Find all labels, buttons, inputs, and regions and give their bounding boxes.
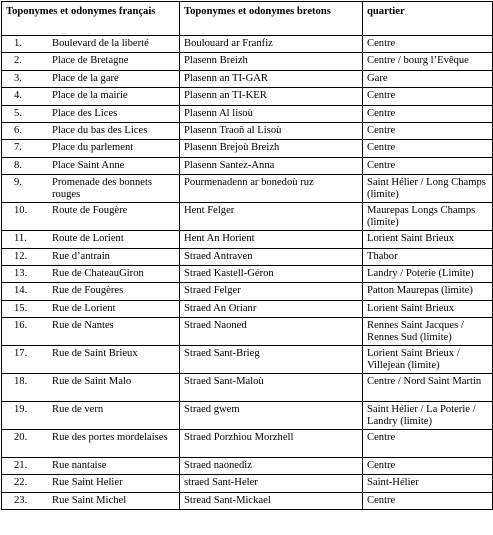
table-body	[2, 36, 493, 510]
row-number: 20.	[14, 432, 28, 444]
district-cell: Centre / Nord Saint Martin	[363, 374, 493, 402]
french-name-cell	[2, 53, 180, 70]
row-number: 8.	[14, 159, 22, 171]
french-name: Place de la gare	[52, 72, 119, 84]
french-name: Rue de ChateauGiron	[52, 267, 144, 279]
breton-name-cell: Plasenn Brejoù Breizh	[180, 140, 363, 157]
french-name-cell	[2, 231, 180, 248]
district-cell: Lorient Saint Brieux	[363, 231, 493, 248]
table-row	[2, 265, 493, 282]
breton-name-cell: Plasenn Santez-Anna	[180, 157, 363, 174]
district-cell: Centre	[363, 492, 493, 509]
district-cell: Centre	[363, 430, 493, 458]
breton-name-cell: Straed Felger	[180, 283, 363, 300]
french-name-cell	[2, 300, 180, 317]
table-row	[2, 88, 493, 105]
row-number: 13.	[14, 267, 28, 279]
breton-name-cell: Straed Sant-Brieg	[180, 346, 363, 374]
district-cell: Saint-Hélier	[363, 475, 493, 492]
table-row	[2, 70, 493, 87]
breton-name-cell: Stread Sant-Mickael	[180, 492, 363, 509]
district-cell: Lorient Saint Brieux	[363, 300, 493, 317]
district-cell: Landry / Poterie (Limite)	[363, 265, 493, 282]
breton-name-cell: Hent An Horient	[180, 231, 363, 248]
row-number: 1.	[14, 38, 22, 49]
district-cell: Centre	[363, 122, 493, 139]
district-cell: Rennes Saint Jacques / Rennes Sud (limite)	[363, 318, 493, 346]
french-name-cell	[2, 105, 180, 122]
french-name: Boulevard de la liberté	[52, 38, 149, 49]
french-name-cell	[2, 458, 180, 475]
row-number: 2.	[14, 55, 22, 67]
header-district: quartier	[363, 2, 493, 36]
french-name-cell	[2, 157, 180, 174]
table-row	[2, 283, 493, 300]
row-number: 5.	[14, 107, 22, 119]
table-row	[2, 105, 493, 122]
table-row	[2, 122, 493, 139]
breton-name-cell: Plasenn Breizh	[180, 53, 363, 70]
table-row	[2, 175, 493, 203]
district-cell: Centre	[363, 36, 493, 53]
breton-name-cell: Straed Naoned	[180, 318, 363, 346]
table-row	[2, 402, 493, 430]
breton-name-cell: Plasenn an TI-GAR	[180, 70, 363, 87]
district-cell: Maurepas Longs Champs (limite)	[363, 203, 493, 231]
french-name: Rue de vern	[52, 404, 104, 416]
french-name: Place des Lices	[52, 107, 118, 119]
table-header-row	[2, 2, 493, 36]
breton-name-cell: Straed Antraven	[180, 248, 363, 265]
table-row	[2, 231, 493, 248]
row-number: 17.	[14, 348, 28, 360]
row-number: 19.	[14, 404, 28, 416]
district-cell: Thabor	[363, 248, 493, 265]
district-cell: Saint Hélier / Long Champs (limite)	[363, 175, 493, 203]
row-number: 15.	[14, 302, 28, 314]
district-cell: Patton Maurepas (limite)	[363, 283, 493, 300]
breton-name-cell: Straed gwem	[180, 402, 363, 430]
french-name-cell	[2, 265, 180, 282]
breton-name-cell: Straed naonediz	[180, 458, 363, 475]
table-row	[2, 140, 493, 157]
table-row	[2, 53, 493, 70]
french-name: Rue de Nantes	[52, 320, 114, 332]
french-name-cell	[2, 374, 180, 402]
french-name-cell	[2, 203, 180, 231]
row-number: 4.	[14, 90, 22, 102]
french-name: Place de la mairie	[52, 90, 128, 102]
district-cell: Centre	[363, 105, 493, 122]
row-number: 11.	[14, 233, 27, 245]
french-name-cell	[2, 140, 180, 157]
district-cell: Centre	[363, 458, 493, 475]
table-row	[2, 346, 493, 374]
street-names-table	[1, 1, 493, 510]
french-name: Rue Saint Helier	[52, 477, 123, 489]
district-cell: Centre / bourg l’Evêque	[363, 53, 493, 70]
row-number: 22.	[14, 477, 28, 489]
table-row	[2, 157, 493, 174]
french-name: Rue des portes mordelaises	[52, 432, 168, 444]
french-name: Rue d’antrain	[52, 250, 110, 262]
table-row	[2, 430, 493, 458]
french-name: Rue de Lorient	[52, 302, 116, 314]
district-cell: Saint Hélier / La Poterie / Landry (limite)	[363, 402, 493, 430]
table-row	[2, 475, 493, 492]
row-number: 10.	[14, 205, 28, 217]
row-number: 9.	[14, 177, 22, 189]
row-number: 3.	[14, 72, 22, 84]
breton-name-cell: Straed An Orianr	[180, 300, 363, 317]
header-breton-names: Toponymes et odonymes bretons	[180, 2, 363, 36]
french-name-cell	[2, 318, 180, 346]
french-name-cell	[2, 283, 180, 300]
french-name-cell	[2, 88, 180, 105]
breton-name-cell: straed Sant-Heler	[180, 475, 363, 492]
french-name-cell	[2, 248, 180, 265]
french-name: Rue de Fougères	[52, 285, 124, 297]
breton-name-cell: Hent Felger	[180, 203, 363, 231]
table-row	[2, 492, 493, 509]
french-name-cell	[2, 475, 180, 492]
french-name: Promenade des bonnets rouges	[52, 177, 153, 201]
french-name-cell	[2, 430, 180, 458]
table-row	[2, 36, 493, 53]
table-row	[2, 318, 493, 346]
table-row	[2, 248, 493, 265]
french-name: Place du bas des Lices	[52, 124, 148, 136]
district-cell: Centre	[363, 88, 493, 105]
district-cell: Lorient Saint Brieux / Villejean (limite)	[363, 346, 493, 374]
row-number: 12.	[14, 250, 28, 262]
french-name: Rue nantaise	[52, 460, 107, 472]
district-cell: Gare	[363, 70, 493, 87]
district-cell: Centre	[363, 157, 493, 174]
breton-name-cell: Straed Porzhiou Morzhell	[180, 430, 363, 458]
french-name-cell	[2, 36, 180, 53]
header-french-names: Toponymes et odonymes français	[2, 2, 180, 36]
row-number: 7.	[14, 142, 22, 154]
breton-name-cell: Pourmenadenn ar bonedoù ruz	[180, 175, 363, 203]
row-number: 18.	[14, 376, 28, 388]
breton-name-cell: Straed Sant-Maloù	[180, 374, 363, 402]
french-name: Rue Saint Michel	[52, 494, 127, 506]
french-name-cell	[2, 346, 180, 374]
french-name: Rue de Saint Brieux	[52, 348, 138, 360]
table-row	[2, 203, 493, 231]
row-number: 16.	[14, 320, 28, 332]
french-name: Route de Fougère	[52, 205, 128, 217]
french-name-cell	[2, 492, 180, 509]
french-name: Rue de Saint Malo	[52, 376, 132, 388]
french-name-cell	[2, 70, 180, 87]
row-number: 21.	[14, 460, 28, 472]
row-number: 14.	[14, 285, 28, 297]
row-number: 23.	[14, 494, 28, 506]
breton-name-cell: Plasenn Traoñ al Lisoù	[180, 122, 363, 139]
french-name-cell	[2, 402, 180, 430]
french-name: Place de Bretagne	[52, 55, 129, 67]
district-cell: Centre	[363, 140, 493, 157]
row-number: 6.	[14, 124, 22, 136]
french-name: Route de Lorient	[52, 233, 124, 245]
french-name-cell	[2, 122, 180, 139]
breton-name-cell: Straed Kastell-Géron	[180, 265, 363, 282]
table-row	[2, 300, 493, 317]
french-name: Place Saint Anne	[52, 159, 125, 171]
table-row	[2, 458, 493, 475]
french-name: Place du parlement	[52, 142, 134, 154]
breton-name-cell: Boulouard ar Franfiz	[180, 36, 363, 53]
breton-name-cell: Plasenn Al lisoù	[180, 105, 363, 122]
breton-name-cell: Plasenn an TI-KER	[180, 88, 363, 105]
table-row	[2, 374, 493, 402]
french-name-cell	[2, 175, 180, 203]
